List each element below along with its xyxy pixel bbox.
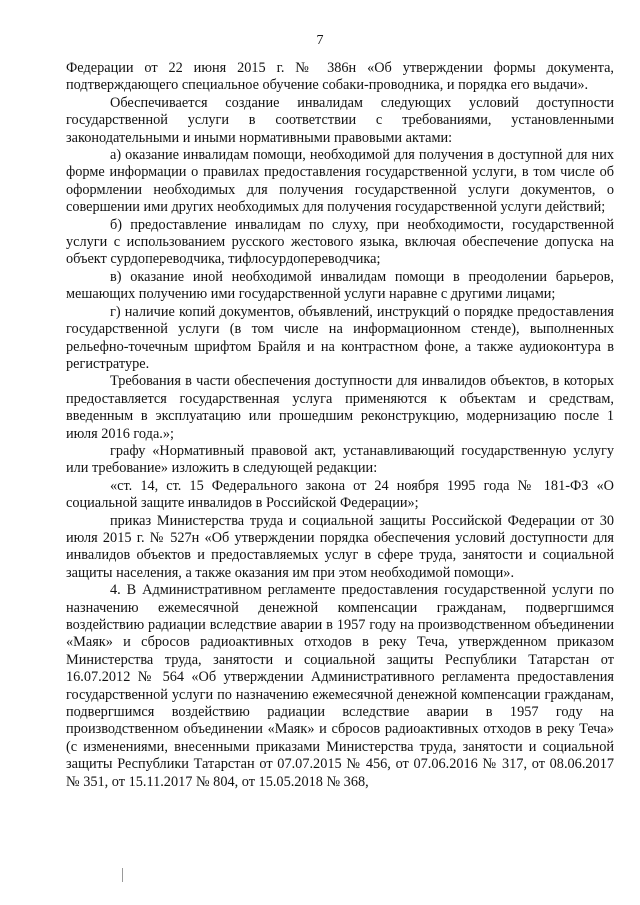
paragraph: Федерации от 22 июня 2015 г. № 386н «Об утверждении формы документа, подтверждающего специальное обучение собаки-проводника, и порядка его выдачи». <box>66 60 614 94</box>
paragraph: в) оказание иной необходимой инвалидам помощи в преодолении барьеров, мешающих получению ими государственной услуги наравне с другими лицами; <box>66 268 614 303</box>
paragraph: приказ Министерства труда и социальной защиты Российской Федерации от 30 июля 2015 г. № 527н «Об утверждении порядка обеспечения условий доступности для инвалидов объектов и предоставляемых услуг в сфере труда, занятости и социальной защиты населения, а также оказания им при этом необходимой помощи». <box>66 512 614 581</box>
paragraph: «ст. 14, ст. 15 Федерального закона от 24 ноября 1995 года № 181-ФЗ «О социальной защите инвалидов в Российской Федерации»; <box>66 477 614 512</box>
page-number: 7 <box>316 33 324 48</box>
paragraph: г) наличие копий документов, объявлений, инструкций о порядке предоставления государственной услуги (в том числе на информационном стенде), выполненных рельефно-точечным шрифтом Брайля и на контрастном фоне, а также аудиоконтура в регистратуре. <box>66 303 614 372</box>
paragraph: Обеспечивается создание инвалидам следующих условий доступности государственной услуги в соответствии с требованиями, установленными законодательными и иными нормативными правовыми актами: <box>66 94 614 146</box>
scan-mark <box>122 868 123 882</box>
paragraph: б) предоставление инвалидам по слуху, при необходимости, государственной услуги с использованием русского жестового языка, включая обеспечение допуска на объект сурдопереводчика, тифлосурдопереводчика; <box>66 216 614 268</box>
document-body <box>66 60 614 791</box>
paragraph: графу «Нормативный правовой акт, устанавливающий государственную услугу или требование» изложить в следующей редакции: <box>66 442 614 477</box>
paragraph: 4. В Административном регламенте предоставления государственной услуги по назначению ежемесячной денежной компенсации гражданам, подвергшимся воздействию радиации вследствие аварии в 1957 году на производственном объединении «Маяк» и сбросов радиоактивных отходов в реку Теча, утвержденном приказом Министерства труда, занятости и социальной защиты Республики Татарстан от 16.07.2012 № 564 «Об утверждении Административного регламента предоставления государственной услуги по назначению ежемесячной денежной компенсации гражданам, подвергшимся воздействию радиации вследствие аварии в 1957 году на производственном объединении «Маяк» и сбросов радиоактивных отходов в реку Теча» (с изменениями, внесенными приказами Министерства труда, занятости и социальной защиты Республики Татарстан от 07.07.2015 № 456, от 07.06.2016 № 317, от 08.06.2017 № 351, от 15.11.2017 № 804, от 15.05.2018 № 368, <box>66 582 614 790</box>
paragraph: а) оказание инвалидам помощи, необходимой для получения в доступной для них форме информации о правилах предоставления государственной услуги, в том числе об оформлении необходимых для получения государственной услуги документов, о совершении ими других необходимых для получения государственной услуги действий; <box>66 147 614 216</box>
paragraph: Требования в части обеспечения доступности для инвалидов объектов, в которых предоставляется государственная услуга применяются к объектам и средствам, введенным в эксплуатацию или прошедшим реконструкцию, модернизацию после 1 июля 2016 года.»; <box>66 373 614 442</box>
